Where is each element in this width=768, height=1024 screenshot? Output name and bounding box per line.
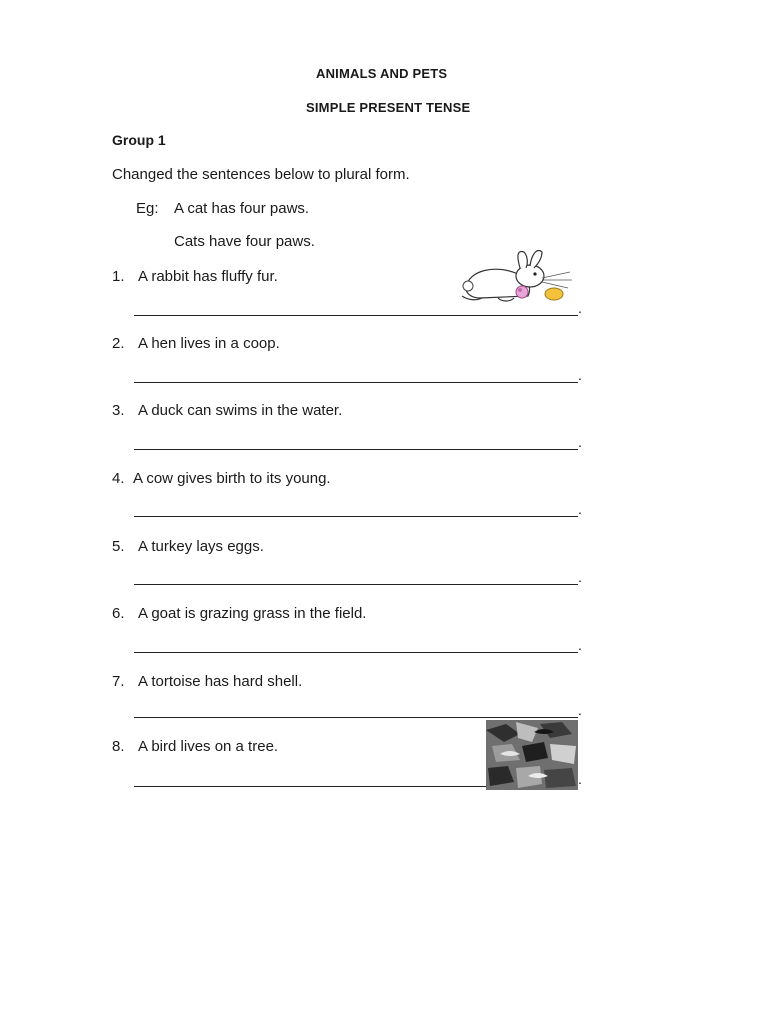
answer-line[interactable] — [134, 652, 578, 653]
answer-line[interactable] — [134, 315, 578, 316]
list-item — [112, 538, 264, 555]
line-end-dot: . — [578, 771, 582, 787]
item-number: 7. — [112, 673, 125, 690]
item-number: 1. — [112, 268, 125, 285]
item-sentence: A turkey lays eggs. — [138, 538, 264, 555]
item-number: 6. — [112, 605, 125, 622]
line-end-dot: . — [578, 367, 582, 383]
line-end-dot: . — [578, 300, 582, 316]
item-sentence: A hen lives in a coop. — [138, 335, 280, 352]
item-sentence: A bird lives on a tree. — [138, 738, 279, 755]
answer-line[interactable] — [134, 449, 578, 450]
item-sentence: A cow gives birth to its young. — [133, 470, 331, 487]
example-label: Eg: — [136, 200, 159, 217]
line-end-dot: . — [578, 702, 582, 718]
item-sentence: A goat is grazing grass in the field. — [138, 605, 367, 622]
worksheet-subtitle: SIMPLE PRESENT TENSE — [306, 100, 471, 115]
example-answer: Cats have four paws. — [174, 233, 315, 250]
item-number: 3. — [112, 402, 125, 419]
rabbit-illustration-icon — [458, 248, 578, 306]
list-item — [112, 673, 302, 690]
item-sentence: A rabbit has fluffy fur. — [138, 268, 278, 285]
list-item — [112, 402, 342, 419]
answer-line[interactable] — [134, 516, 578, 517]
list-item — [112, 470, 331, 487]
line-end-dot: . — [578, 569, 582, 585]
item-number: 2. — [112, 335, 125, 352]
list-item — [112, 738, 278, 755]
list-item — [112, 268, 278, 285]
line-end-dot: . — [578, 637, 582, 653]
list-item — [112, 605, 366, 622]
instruction-text: Changed the sentences below to plural form. — [112, 166, 410, 183]
item-sentence: A duck can swims in the water. — [138, 402, 343, 419]
line-end-dot: . — [578, 501, 582, 517]
answer-line[interactable] — [134, 382, 578, 383]
group-heading: Group 1 — [112, 132, 166, 148]
item-number: 4. — [112, 470, 125, 487]
line-end-dot: . — [578, 434, 582, 450]
answer-line[interactable] — [134, 584, 578, 585]
item-number: 5. — [112, 538, 125, 555]
birds-collage-icon — [486, 720, 578, 790]
item-sentence: A tortoise has hard shell. — [138, 673, 303, 690]
answer-line[interactable] — [134, 717, 578, 718]
item-number: 8. — [112, 738, 125, 755]
list-item — [112, 335, 280, 352]
example-sentence: A cat has four paws. — [174, 200, 310, 217]
worksheet-title: ANIMALS AND PETS — [316, 66, 448, 81]
